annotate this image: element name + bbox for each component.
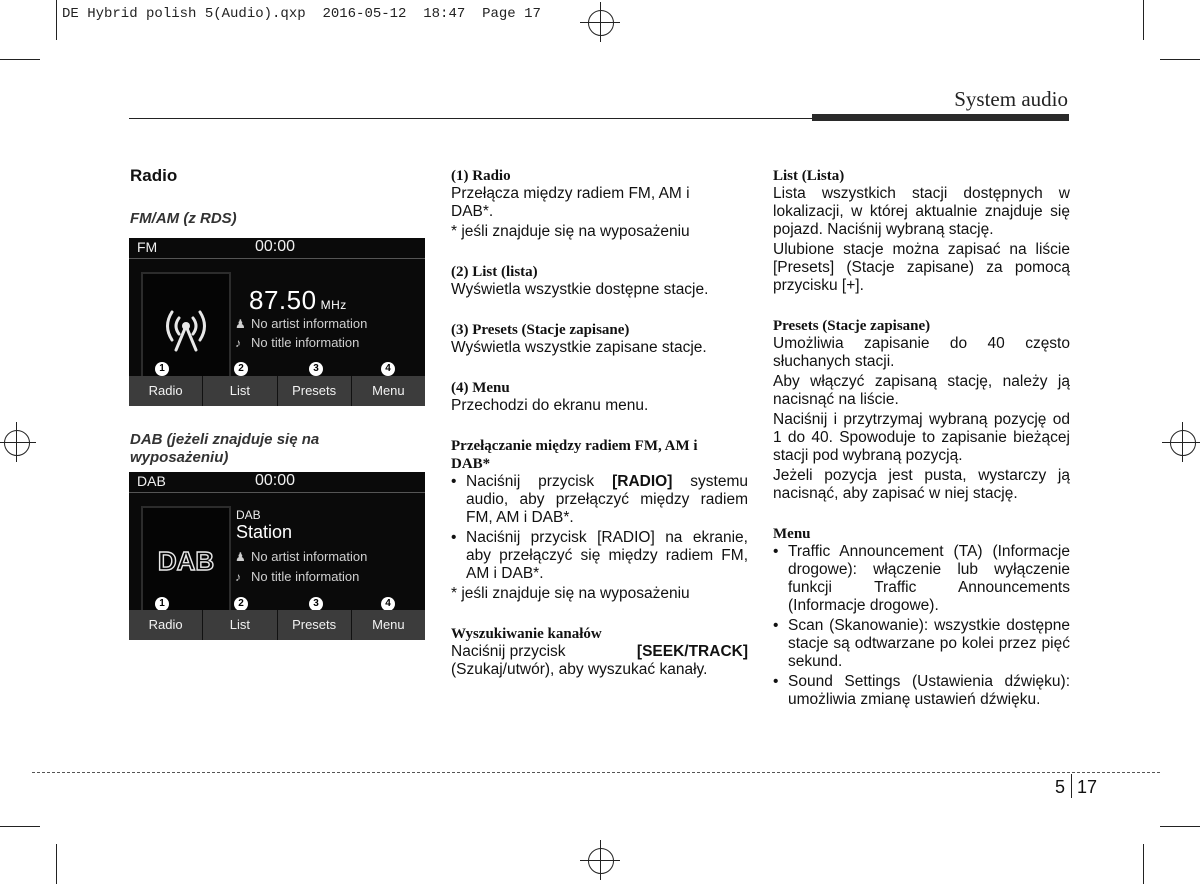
dab-caption-line-2: wyposażeniu) — [130, 449, 229, 466]
callout-3: 3 — [309, 597, 323, 611]
person-icon: ♟ — [235, 550, 246, 564]
status-bar — [129, 238, 425, 259]
registration-mark-icon — [588, 10, 614, 36]
tab-menu[interactable]: Menu — [352, 610, 425, 640]
clock: 00:00 — [255, 238, 296, 255]
registration-mark-line — [0, 442, 36, 443]
presets-paragraph-3: Naciśnij i przytrzymaj wybraną pozycję od 1 do 40. Spowoduje to zapisanie bieżącej stacji pod wybraną pozycją. — [773, 411, 1070, 464]
crop-mark — [1160, 59, 1200, 60]
menu-heading: Menu — [773, 526, 811, 542]
list-paragraph-1: Lista wszystkich stacji dostępnych w lokalizacji, w której aktualnie znajduje się pojazd. Naciśnij wybraną stację. — [773, 185, 1070, 238]
tab-radio[interactable]: Radio — [129, 610, 203, 640]
menu-heading: (4) Menu — [451, 380, 510, 396]
header-bar — [812, 114, 1069, 121]
menu-item-sound: • Sound Settings (Ustawienia dźwięku): umożliwia zmianę ustawień dźwięku. — [773, 673, 1070, 709]
presets-paragraph-2: Aby włączyć zapisaną stację, należy ją nacisnąć na liście. — [773, 373, 1070, 408]
list-paragraph-2: Ulubione stacje można zapisać na liście [Presets] (Stacje zapisane) za pomocą przycisku [+]. — [773, 241, 1070, 294]
tab-radio[interactable]: Radio — [129, 376, 203, 406]
page-separator — [1071, 774, 1072, 798]
switch-item-2: • Naciśnij przycisk [RADIO] na ekranie, aby przełączyć się między radiem FM, AM i DAB*. — [451, 529, 748, 583]
switch-heading-line-1: Przełączanie między radiem FM, AM i — [451, 438, 698, 454]
middle-column — [451, 167, 748, 681]
tab-presets[interactable]: Presets — [278, 610, 352, 640]
station-name: Station — [236, 522, 293, 542]
list-text: Wyświetla wszystkie dostępne stacje. — [451, 281, 709, 298]
menu-list — [773, 543, 1070, 709]
dab-logo-text: DAB — [157, 546, 215, 576]
artist-text: No artist information — [251, 316, 368, 331]
section-title: System audio — [954, 87, 1068, 111]
presets-paragraph-4: Jeżeli pozycja jest pusta, wystarczy ją nacisnąć, aby zapisać w niej stację. — [773, 467, 1070, 502]
title-line — [235, 335, 359, 350]
fm-screen — [129, 238, 425, 406]
title-line — [235, 569, 359, 584]
status-bar — [129, 472, 425, 493]
tab-presets[interactable]: Presets — [278, 376, 352, 406]
page-number: 17 — [1077, 777, 1098, 797]
mode-label: DAB — [137, 473, 166, 489]
dab-caption-line-1: DAB (jeżeli znajduje się na — [130, 431, 320, 448]
clock: 00:00 — [255, 472, 296, 489]
list-lista-heading: List (Lista) — [773, 168, 845, 184]
frequency-value: 87.50 — [249, 285, 317, 315]
registration-mark-icon — [4, 430, 30, 456]
radio-text-line-1: Przełącza między radiem FM, AM i — [451, 185, 690, 202]
chapter-number: 5 — [1055, 777, 1066, 797]
seek-text-post: (Szukaj/utwór), aby wyszukać kanały. — [451, 661, 708, 678]
seek-key-label: [SEEK/TRACK] — [636, 643, 748, 660]
radio-key-label: [RADIO] — [612, 473, 673, 490]
title-text: No title information — [251, 335, 360, 350]
tab-bar — [129, 376, 425, 406]
tab-menu[interactable]: Menu — [352, 376, 425, 406]
switch-footnote: * jeśli znajduje się na wyposażeniu — [451, 585, 690, 602]
crop-mark — [1143, 844, 1144, 884]
artist-line — [235, 549, 367, 564]
presets-heading: Presets (Stacje zapisane) — [773, 318, 931, 334]
artist-text: No artist information — [251, 549, 368, 564]
switch-heading-line-2: DAB* — [451, 456, 491, 472]
dab-screen — [129, 472, 425, 640]
callout-1: 1 — [155, 597, 169, 611]
callout-3: 3 — [309, 362, 323, 376]
registration-mark-line — [1162, 442, 1200, 443]
radio-heading: Radio — [130, 166, 178, 185]
callout-2: 2 — [234, 597, 248, 611]
dab-caption — [130, 431, 319, 467]
crop-mark — [1160, 826, 1200, 827]
right-column — [773, 167, 1070, 711]
presets-text: Wyświetla wszystkie zapisane stacje. — [451, 339, 707, 356]
crop-mark — [0, 59, 40, 60]
menu-text: Przechodzi do ekranu menu. — [451, 397, 649, 414]
mode-label: FM — [137, 239, 158, 255]
switch-item-1-pre: Naciśnij przycisk — [466, 473, 613, 490]
tab-list[interactable]: List — [203, 376, 277, 406]
dab-label: DAB — [236, 508, 261, 522]
presets-paragraph-1: Umożliwia zapisanie do 40 często słuchanych stacji. — [773, 335, 1070, 370]
registration-mark-line — [1182, 422, 1183, 462]
callout-4: 4 — [381, 362, 395, 376]
switch-list — [451, 473, 748, 583]
tab-list[interactable]: List — [203, 610, 277, 640]
radio-text-line-2: DAB*. — [451, 203, 494, 220]
person-icon: ♟ — [235, 317, 246, 331]
list-heading: (2) List (lista) — [451, 264, 538, 280]
tab-bar — [129, 610, 425, 640]
callout-1: 1 — [155, 362, 169, 376]
seek-text — [451, 643, 748, 679]
fm-caption: FM/AM (z RDS) — [130, 210, 237, 227]
switch-item-1-post: systemu audio, aby przełączyć między radiem FM, AM i DAB*. — [466, 473, 749, 526]
music-note-icon: ♪ — [235, 336, 241, 350]
registration-mark-icon — [1170, 430, 1196, 456]
footer-rule — [32, 772, 1160, 773]
crop-mark — [56, 0, 57, 40]
crop-mark — [56, 844, 57, 884]
switch-item-1 — [451, 473, 748, 527]
crop-mark — [0, 826, 40, 827]
callout-2: 2 — [234, 362, 248, 376]
registration-mark-line — [600, 840, 601, 880]
radio-heading: (1) Radio — [451, 168, 511, 184]
callout-4: 4 — [381, 597, 395, 611]
registration-mark-icon — [588, 848, 614, 874]
music-note-icon: ♪ — [235, 570, 241, 584]
registration-mark-line — [600, 2, 601, 42]
menu-item-traffic: • Traffic Announcement (TA) (Informacje drogowe): włączenie lub wyłączenie funkcji Traffic Announcements (Informacje drogowe). — [773, 543, 1070, 615]
crop-mark — [1143, 0, 1144, 40]
print-header: DE Hybrid polish 5(Audio).qxp 2016-05-12 18:47 Page 17 — [62, 6, 541, 22]
frequency-display — [249, 285, 347, 316]
menu-item-scan: • Scan (Skanowanie): wszystkie dostępne stacje są odtwarzane po kolei przez pięć sekund. — [773, 617, 1070, 671]
radio-footnote: * jeśli znajduje się na wyposażeniu — [451, 223, 690, 240]
frequency-unit: MHz — [320, 298, 347, 312]
presets-heading: (3) Presets (Stacje zapisane) — [451, 322, 630, 338]
artist-line — [235, 316, 367, 331]
seek-text-pre: Naciśnij przycisk — [451, 643, 566, 660]
registration-mark-line — [16, 422, 17, 462]
title-text: No title information — [251, 569, 360, 584]
seek-heading: Wyszukiwanie kanałów — [451, 626, 602, 642]
